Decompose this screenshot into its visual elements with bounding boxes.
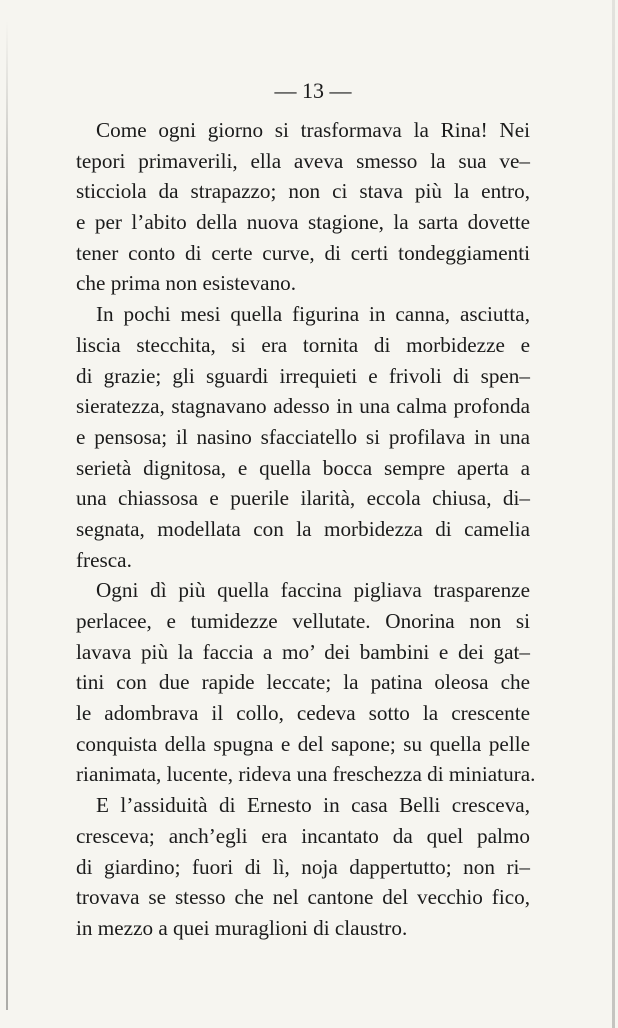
text-line: e per l’abito della nuova stagione, la sarta dovette	[76, 210, 530, 235]
text-line: segnata, modellata con la morbidezza di camelia	[76, 516, 530, 541]
body-text	[76, 115, 536, 944]
text-line: tini con due rapide leccate; la patina oleosa che	[76, 670, 530, 695]
text-line: e pensosa; il nasino sfacciatello si profilava in una	[76, 424, 530, 449]
text-line: Come ogni giorno si trasformava la Rina! Nei	[96, 118, 530, 142]
text-line: cresceva; anch’egli era incantato da quel palmo	[76, 823, 530, 848]
text-line: Ogni dì più quella faccina pigliava trasparenze	[96, 578, 530, 603]
text-line: sieratezza, stagnavano adesso in una calma profonda	[76, 394, 530, 419]
text-line: liscia stecchita, si era tornita di morbidezze e	[76, 332, 530, 357]
text-line: tener conto di certe curve, di certi tondeggiamenti	[76, 240, 530, 265]
text-line: sticciola da strapazzo; non ci stava più la entro,	[76, 179, 530, 204]
text-line: conquista della spugna e del sapone; su quella pelle	[76, 731, 530, 756]
text-line: una chiassosa e puerile ilarità, eccola chiusa, di–	[76, 486, 530, 511]
text-line: tepori primaverili, ella aveva smesso la sua ve–	[76, 148, 530, 173]
text-line: serietà dignitosa, e quella bocca sempre aperta a	[76, 455, 530, 480]
text-line: fresca.	[76, 547, 132, 572]
page-number: — 13 —	[274, 78, 352, 103]
text-line: perlacee, e tumidezze vellutate. Onorina non si	[76, 609, 530, 633]
text-line: E l’assiduità di Ernesto in casa Belli cresceva,	[96, 793, 530, 818]
text-line: lavava più la faccia a mo’ dei bambini e dei gat–	[76, 639, 530, 664]
text-line: In pochi mesi quella figurina in canna, asciutta,	[96, 302, 530, 327]
text-line: rianimata, lucente, rideva una freschezza di miniatura.	[76, 762, 536, 787]
text-line: in mezzo a quei muraglioni di claustro.	[76, 915, 408, 940]
page-left-edge	[6, 20, 8, 1010]
text-line: di grazie; gli sguardi irrequieti e frivoli di spen–	[76, 363, 530, 388]
text-line: che prima non esistevano.	[76, 271, 297, 296]
text-line: le adombrava il collo, cedeva sotto la crescente	[76, 701, 530, 726]
page-right-edge	[612, 0, 615, 1028]
text-line: trovava se stesso che nel cantone del vecchio fico,	[76, 885, 530, 910]
text-line: di giardino; fuori di lì, noja dappertutto; non ri–	[76, 854, 530, 879]
